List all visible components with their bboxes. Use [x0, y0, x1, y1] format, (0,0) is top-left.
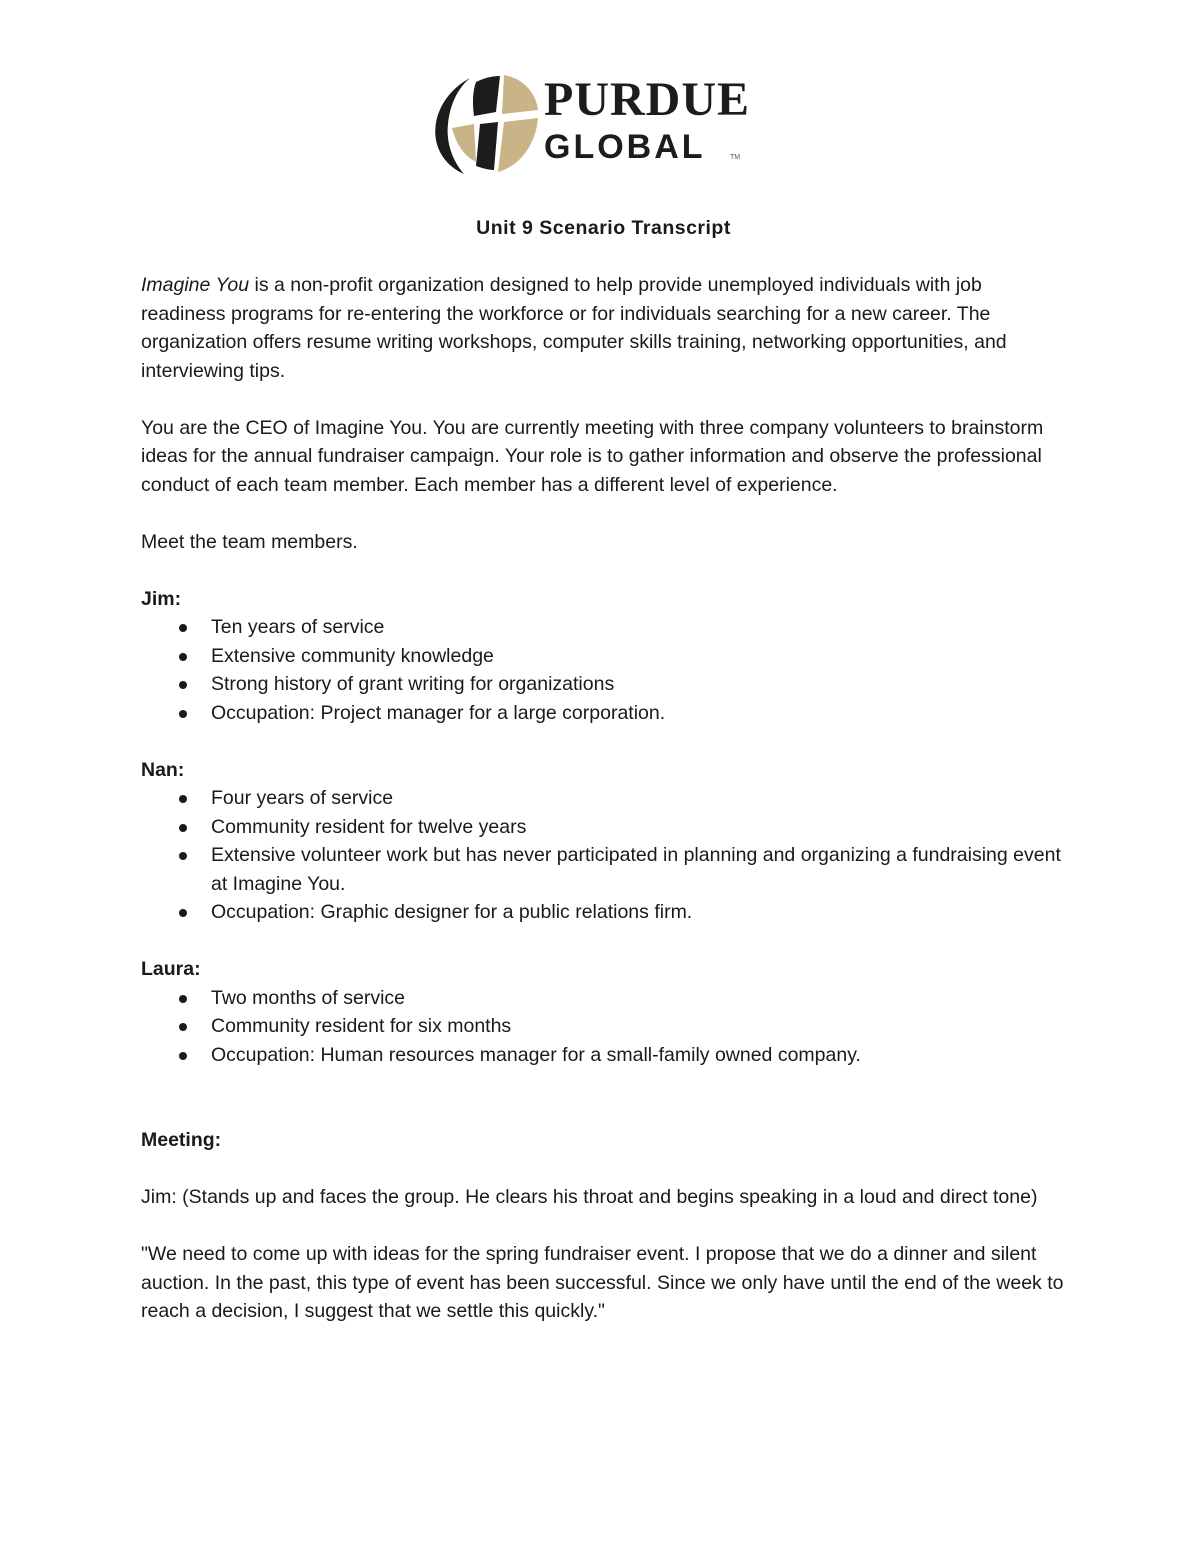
member-list-nan — [141, 784, 1066, 927]
role-paragraph: You are the CEO of Imagine You. You are currently meeting with three company volunteers to brainstorm ideas for the annual fundraiser campaign. Your role is to gather information and observe the professional conduct of each team member. Each member has a different level of experience. — [141, 416, 1044, 496]
bullet-icon — [179, 1052, 187, 1060]
list-item: Extensive community knowledge — [141, 642, 1066, 671]
list-item: Strong history of grant writing for organizations — [141, 670, 1066, 699]
logo-word-purdue: PURDUE — [544, 73, 750, 126]
intro-paragraph — [141, 271, 1066, 385]
bullet-icon — [179, 824, 187, 832]
page-title: Unit 9 Scenario Transcript — [476, 217, 731, 239]
list-item: Ten years of service — [141, 613, 1066, 642]
bullet-icon — [179, 653, 187, 661]
list-item: Community resident for twelve years — [141, 813, 1066, 842]
bullet-icon — [179, 995, 187, 1003]
jim-quote: "We need to come up with ideas for the spring fundraiser event. I propose that we do a dinner and silent auction. In the past, this type of event has been successful. Since we only have until the end of the week to reach a decision, I suggest that we settle this quickly." — [141, 1243, 1064, 1322]
list-item: Community resident for six months — [141, 1012, 1066, 1041]
bullet-icon — [179, 909, 187, 917]
bullet-icon — [179, 795, 187, 803]
intro-text: is a non-profit organization designed to help provide unemployed individuals with job readiness programs for re-entering the workforce or for individuals searching for a new career. The organization offers resume writing workshops, computer skills training, networking opportunities, and interviewing tips. — [141, 274, 1007, 382]
meet-line: Meet the team members. — [141, 530, 358, 553]
bullet-icon — [179, 624, 187, 632]
globe-icon — [430, 70, 542, 175]
list-item: Occupation: Graphic designer for a public relations firm. — [141, 898, 1066, 927]
purdue-global-logo — [430, 70, 775, 175]
org-name: Imagine You — [141, 274, 250, 296]
member-name-laura: Laura: — [141, 958, 201, 980]
bullet-icon — [179, 1023, 187, 1031]
stage-direction: Jim: (Stands up and faces the group. He clears his throat and begins speaking in a loud and direct tone) — [141, 1186, 1038, 1208]
list-item: Four years of service — [141, 784, 1066, 813]
member-list-jim — [141, 613, 1066, 727]
list-item: Two months of service — [141, 984, 1066, 1013]
member-list-laura — [141, 984, 1066, 1070]
list-item: Extensive volunteer work but has never participated in planning and organizing a fundraising event at Imagine You. — [141, 841, 1066, 898]
bullet-icon — [179, 852, 187, 860]
bullet-icon — [179, 710, 187, 718]
logo-word-global: GLOBAL — [544, 128, 706, 166]
list-item: Occupation: Human resources manager for a small-family owned company. — [141, 1041, 1066, 1070]
member-name-jim: Jim: — [141, 587, 182, 610]
document-body — [141, 214, 1066, 1326]
member-name-nan: Nan: — [141, 758, 185, 781]
list-item: Occupation: Project manager for a large corporation. — [141, 699, 1066, 728]
bullet-icon — [179, 681, 187, 689]
logo-trademark: TM — [730, 154, 741, 161]
meeting-heading: Meeting: — [141, 1129, 222, 1151]
